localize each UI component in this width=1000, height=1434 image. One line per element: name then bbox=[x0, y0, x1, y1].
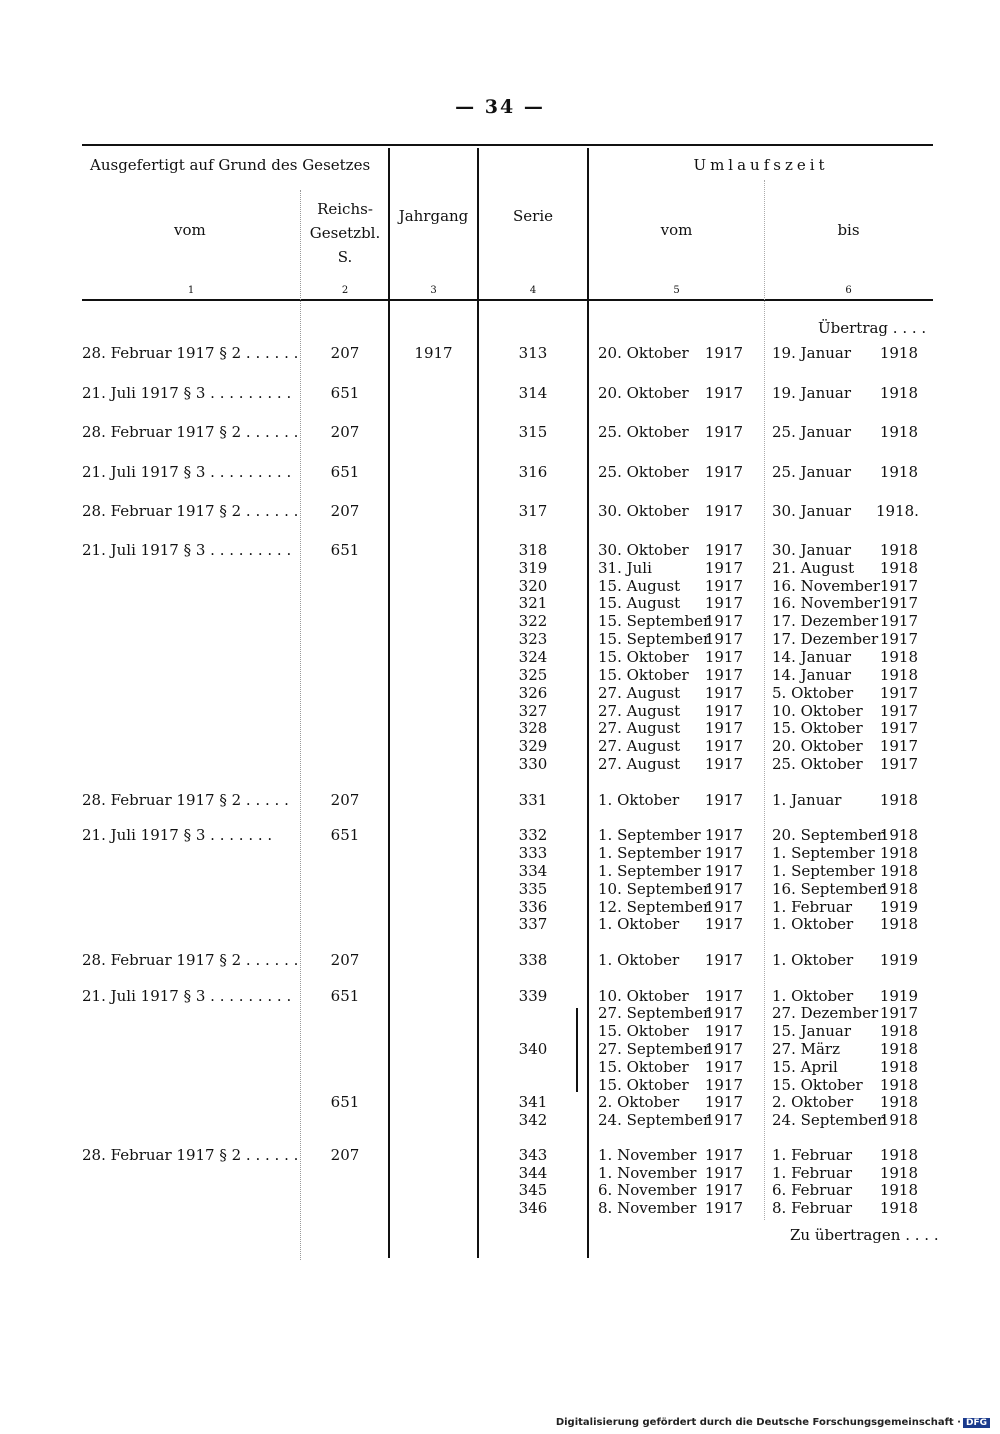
to-date-cell: 24. September bbox=[772, 1111, 885, 1129]
to-year-cell: 1918 bbox=[879, 463, 918, 481]
to-year-cell: 1919 bbox=[879, 987, 918, 1005]
from-date-cell: 15. August bbox=[598, 577, 681, 595]
to-date-cell: 16. September bbox=[772, 880, 885, 898]
serie-cell: 325 bbox=[518, 666, 548, 684]
rgbl-page-cell: 651 bbox=[330, 463, 360, 481]
header-bis: bis bbox=[837, 221, 860, 239]
law-cell: 21. Juli 1917 § 3 . . . . . . . bbox=[82, 826, 273, 844]
from-date-cell: 27. August bbox=[598, 719, 681, 737]
from-year-cell: 1917 bbox=[704, 630, 743, 648]
from-year-cell: 1917 bbox=[704, 612, 743, 630]
to-year-cell: 1919 bbox=[879, 951, 918, 969]
to-date-cell: 16. November bbox=[772, 594, 881, 612]
header-jahrgang: Jahrgang bbox=[398, 207, 469, 225]
from-date-cell: 20. Oktober bbox=[598, 344, 689, 362]
from-date-cell: 2. Oktober bbox=[598, 1093, 680, 1111]
uebertrag-label: Übertrag . . . . bbox=[818, 319, 927, 337]
serie-cell: 333 bbox=[518, 844, 548, 862]
rgbl-page-cell: 207 bbox=[330, 791, 360, 809]
from-year-cell: 1917 bbox=[704, 559, 743, 577]
to-date-cell: 1. Oktober bbox=[772, 951, 854, 969]
to-date-cell: 30. Januar bbox=[772, 502, 852, 520]
serie-cell: 345 bbox=[518, 1181, 548, 1199]
from-date-cell: 1. September bbox=[598, 826, 701, 844]
to-year-cell: 1917 bbox=[879, 612, 918, 630]
serie-cell: 343 bbox=[518, 1146, 548, 1164]
serie-cell: 339 bbox=[518, 987, 548, 1005]
from-year-cell: 1917 bbox=[704, 648, 743, 666]
law-cell: 21. Juli 1917 § 3 . . . . . . . . . bbox=[82, 384, 292, 402]
to-year-cell: 1918 bbox=[879, 791, 918, 809]
to-date-cell: 1. September bbox=[772, 844, 875, 862]
serie-cell: 330 bbox=[518, 755, 548, 773]
serie-cell: 331 bbox=[518, 791, 548, 809]
to-date-cell: 8. Februar bbox=[772, 1199, 853, 1217]
to-year-cell: 1918 bbox=[879, 1022, 918, 1040]
to-date-cell: 1. Oktober bbox=[772, 915, 854, 933]
to-year-cell: 1918 bbox=[879, 1146, 918, 1164]
to-date-cell: 15. Oktober bbox=[772, 719, 863, 737]
to-date-cell: 1. Februar bbox=[772, 1146, 853, 1164]
col-divider-6-dotted bbox=[764, 180, 765, 1220]
from-date-cell: 25. Oktober bbox=[598, 463, 689, 481]
serie-cell: 321 bbox=[518, 594, 548, 612]
from-year-cell: 1917 bbox=[704, 915, 743, 933]
from-year-cell: 1917 bbox=[704, 1146, 743, 1164]
from-date-cell: 27. August bbox=[598, 702, 681, 720]
to-date-cell: 27. Dezember bbox=[772, 1004, 879, 1022]
header-reichs-l1: Reichs- bbox=[317, 200, 373, 218]
dfg-logo: DFG bbox=[963, 1418, 990, 1428]
from-year-cell: 1917 bbox=[704, 1058, 743, 1076]
to-date-cell: 14. Januar bbox=[772, 666, 852, 684]
from-year-cell: 1917 bbox=[704, 844, 743, 862]
from-date-cell: 15. Oktober bbox=[598, 1076, 689, 1094]
from-date-cell: 8. November bbox=[598, 1199, 697, 1217]
to-date-cell: 25. Oktober bbox=[772, 755, 863, 773]
to-date-cell: 2. Oktober bbox=[772, 1093, 854, 1111]
from-year-cell: 1917 bbox=[704, 1076, 743, 1094]
law-cell: 28. Februar 1917 § 2 . . . . . . bbox=[82, 344, 299, 362]
to-year-cell: 1918 bbox=[879, 1111, 918, 1129]
rgbl-page-cell: 207 bbox=[330, 344, 360, 362]
from-year-cell: 1917 bbox=[704, 862, 743, 880]
from-year-cell: 1917 bbox=[704, 1181, 743, 1199]
col-number-2: 2 bbox=[341, 285, 349, 296]
from-year-cell: 1917 bbox=[704, 666, 743, 684]
header-vom2: vom bbox=[660, 221, 693, 239]
serie-cell: 341 bbox=[518, 1093, 548, 1111]
to-year-cell: 1918 bbox=[879, 1093, 918, 1111]
from-date-cell: 27. September bbox=[598, 1004, 711, 1022]
header-gesetz: Ausgefertigt auf Grund des Gesetzes bbox=[90, 156, 371, 174]
header-reichs-l3: S. bbox=[337, 248, 353, 266]
rgbl-page-cell: 651 bbox=[330, 826, 360, 844]
to-year-cell: 1917 bbox=[879, 755, 918, 773]
to-year-cell: 1918 bbox=[879, 880, 918, 898]
to-date-cell: 19. Januar bbox=[772, 384, 852, 402]
to-date-cell: 15. Oktober bbox=[772, 1076, 863, 1094]
to-year-cell: 1918 bbox=[879, 844, 918, 862]
from-date-cell: 15. August bbox=[598, 594, 681, 612]
to-year-cell: 1918 bbox=[879, 1058, 918, 1076]
law-cell: 28. Februar 1917 § 2 . . . . . . bbox=[82, 951, 299, 969]
to-date-cell: 6. Februar bbox=[772, 1181, 853, 1199]
serie-cell: 332 bbox=[518, 826, 548, 844]
from-date-cell: 30. Oktober bbox=[598, 502, 689, 520]
from-year-cell: 1917 bbox=[704, 951, 743, 969]
law-cell: 28. Februar 1917 § 2 . . . . . bbox=[82, 791, 289, 809]
from-date-cell: 30. Oktober bbox=[598, 541, 689, 559]
from-year-cell: 1917 bbox=[704, 1199, 743, 1217]
from-date-cell: 12. September bbox=[598, 898, 711, 916]
from-date-cell: 1. Oktober bbox=[598, 915, 680, 933]
to-date-cell: 1. Februar bbox=[772, 1164, 853, 1182]
serie-cell: 335 bbox=[518, 880, 548, 898]
from-date-cell: 10. Oktober bbox=[598, 987, 689, 1005]
to-year-cell: 1918 bbox=[879, 666, 918, 684]
to-year-cell: 1918 bbox=[879, 915, 918, 933]
to-date-cell: 16. November bbox=[772, 577, 881, 595]
from-year-cell: 1917 bbox=[704, 1004, 743, 1022]
from-year-cell: 1917 bbox=[704, 791, 743, 809]
serie-cell: 344 bbox=[518, 1164, 548, 1182]
serie-cell: 318 bbox=[518, 541, 548, 559]
from-date-cell: 15. September bbox=[598, 630, 711, 648]
to-year-cell: 1918 bbox=[879, 1199, 918, 1217]
serie-cell: 313 bbox=[518, 344, 548, 362]
from-year-cell: 1917 bbox=[704, 541, 743, 559]
from-year-cell: 1917 bbox=[704, 684, 743, 702]
serie-cell: 329 bbox=[518, 737, 548, 755]
to-date-cell: 1. Oktober bbox=[772, 987, 854, 1005]
to-date-cell: 1. September bbox=[772, 862, 875, 880]
to-date-cell: 25. Januar bbox=[772, 463, 852, 481]
col-number-5: 5 bbox=[673, 285, 680, 296]
serie-cell: 315 bbox=[518, 423, 548, 441]
header-reichs-l2: Gesetzbl. bbox=[309, 224, 381, 242]
col-number-6: 6 bbox=[845, 285, 852, 296]
table-header-rule bbox=[82, 299, 933, 301]
serie-cell: 346 bbox=[518, 1199, 548, 1217]
from-year-cell: 1917 bbox=[704, 423, 743, 441]
to-year-cell: 1917 bbox=[879, 737, 918, 755]
table-top-rule bbox=[82, 144, 933, 146]
to-date-cell: 15. April bbox=[772, 1058, 838, 1076]
from-year-cell: 1917 bbox=[704, 737, 743, 755]
from-year-cell: 1917 bbox=[704, 880, 743, 898]
to-year-cell: 1918 bbox=[879, 1076, 918, 1094]
from-date-cell: 25. Oktober bbox=[598, 423, 689, 441]
header-serie: Serie bbox=[513, 207, 553, 225]
serie-cell: 334 bbox=[518, 862, 548, 880]
to-year-cell: 1918 bbox=[879, 648, 918, 666]
law-cell: 21. Juli 1917 § 3 . . . . . . . . . bbox=[82, 541, 292, 559]
to-year-cell: 1918 bbox=[879, 1164, 918, 1182]
serie-cell: 338 bbox=[518, 951, 548, 969]
from-year-cell: 1917 bbox=[704, 702, 743, 720]
col-number-4: 4 bbox=[529, 285, 537, 296]
footer-credit bbox=[556, 1417, 990, 1428]
serie-cell: 324 bbox=[518, 648, 548, 666]
from-year-cell: 1917 bbox=[704, 594, 743, 612]
from-date-cell: 6. November bbox=[598, 1181, 697, 1199]
from-year-cell: 1917 bbox=[704, 1164, 743, 1182]
serie-cell: 340 bbox=[518, 1040, 548, 1058]
to-year-cell: 1918. bbox=[876, 502, 919, 520]
rgbl-page-cell: 207 bbox=[330, 951, 360, 969]
to-year-cell: 1917 bbox=[879, 684, 918, 702]
to-date-cell: 21. August bbox=[772, 559, 855, 577]
from-year-cell: 1917 bbox=[704, 1111, 743, 1129]
to-year-cell: 1918 bbox=[879, 559, 918, 577]
from-date-cell: 1. September bbox=[598, 844, 701, 862]
from-date-cell: 15. Oktober bbox=[598, 1022, 689, 1040]
from-year-cell: 1917 bbox=[704, 1040, 743, 1058]
to-date-cell: 30. Januar bbox=[772, 541, 852, 559]
to-year-cell: 1917 bbox=[879, 1004, 918, 1022]
from-year-cell: 1917 bbox=[704, 987, 743, 1005]
from-date-cell: 31. Juli bbox=[598, 559, 652, 577]
from-date-cell: 1. Oktober bbox=[598, 951, 680, 969]
to-date-cell: 15. Januar bbox=[772, 1022, 852, 1040]
col-number-3: 3 bbox=[430, 285, 437, 296]
from-year-cell: 1917 bbox=[704, 719, 743, 737]
serie-cell: 327 bbox=[518, 702, 548, 720]
from-date-cell: 15. Oktober bbox=[598, 666, 689, 684]
from-date-cell: 10. September bbox=[598, 880, 711, 898]
serie-cell: 317 bbox=[518, 502, 548, 520]
rgbl-page-cell: 651 bbox=[330, 1093, 360, 1111]
from-date-cell: 20. Oktober bbox=[598, 384, 689, 402]
rgbl-page-cell: 651 bbox=[330, 541, 360, 559]
serie-cell: 328 bbox=[518, 719, 548, 737]
from-year-cell: 1917 bbox=[704, 384, 743, 402]
to-date-cell: 25. Januar bbox=[772, 423, 852, 441]
from-date-cell: 15. Oktober bbox=[598, 648, 689, 666]
zu-uebertragen-label: Zu übertragen . . . . bbox=[790, 1226, 939, 1244]
serie-cell: 323 bbox=[518, 630, 548, 648]
to-date-cell: 1. Januar bbox=[772, 791, 842, 809]
to-year-cell: 1918 bbox=[879, 344, 918, 362]
from-date-cell: 24. September bbox=[598, 1111, 711, 1129]
from-year-cell: 1917 bbox=[704, 1093, 743, 1111]
to-year-cell: 1918 bbox=[879, 384, 918, 402]
law-cell: 28. Februar 1917 § 2 . . . . . . bbox=[82, 1146, 299, 1164]
serie-cell: 322 bbox=[518, 612, 548, 630]
to-date-cell: 19. Januar bbox=[772, 344, 852, 362]
from-year-cell: 1917 bbox=[704, 755, 743, 773]
from-date-cell: 27. August bbox=[598, 684, 681, 702]
from-year-cell: 1917 bbox=[704, 502, 743, 520]
to-date-cell: 20. Oktober bbox=[772, 737, 863, 755]
to-year-cell: 1918 bbox=[879, 826, 918, 844]
from-date-cell: 15. September bbox=[598, 612, 711, 630]
to-year-cell: 1918 bbox=[879, 1040, 918, 1058]
from-year-cell: 1917 bbox=[704, 344, 743, 362]
from-date-cell: 1. Oktober bbox=[598, 791, 680, 809]
rgbl-page-cell: 651 bbox=[330, 987, 360, 1005]
rgbl-page-cell: 207 bbox=[330, 502, 360, 520]
header-vom: vom bbox=[174, 221, 206, 239]
from-date-cell: 1. September bbox=[598, 862, 701, 880]
col-divider-1-dotted bbox=[300, 190, 301, 1260]
to-date-cell: 1. Februar bbox=[772, 898, 853, 916]
serie-cell: 336 bbox=[518, 898, 548, 916]
from-date-cell: 27. August bbox=[598, 755, 681, 773]
from-date-cell: 27. September bbox=[598, 1040, 711, 1058]
from-year-cell: 1917 bbox=[704, 826, 743, 844]
to-date-cell: 10. Oktober bbox=[772, 702, 863, 720]
to-year-cell: 1919 bbox=[879, 898, 918, 916]
to-date-cell: 17. Dezember bbox=[772, 612, 879, 630]
to-date-cell: 17. Dezember bbox=[772, 630, 879, 648]
from-date-cell: 1. November bbox=[598, 1164, 697, 1182]
law-cell: 21. Juli 1917 § 3 . . . . . . . . . bbox=[82, 987, 292, 1005]
footer-text: Digitalisierung gefördert durch die Deutsche Forschungsgemeinschaft · bbox=[555, 1417, 961, 1428]
to-year-cell: 1917 bbox=[879, 630, 918, 648]
page-number: — 34 — bbox=[455, 96, 545, 118]
rgbl-page-cell: 207 bbox=[330, 423, 360, 441]
from-year-cell: 1917 bbox=[704, 577, 743, 595]
header-umlaufszeit: Umlaufszeit bbox=[693, 156, 829, 174]
law-cell: 28. Februar 1917 § 2 . . . . . . bbox=[82, 423, 299, 441]
serie-cell: 337 bbox=[518, 915, 548, 933]
to-year-cell: 1918 bbox=[879, 423, 918, 441]
col-divider-3 bbox=[388, 148, 390, 1258]
to-year-cell: 1918 bbox=[879, 862, 918, 880]
law-cell: 28. Februar 1917 § 2 . . . . . . bbox=[82, 502, 299, 520]
to-year-cell: 1918 bbox=[879, 1181, 918, 1199]
from-year-cell: 1917 bbox=[704, 898, 743, 916]
serie-cell: 316 bbox=[518, 463, 548, 481]
from-year-cell: 1917 bbox=[704, 463, 743, 481]
law-cell: 21. Juli 1917 § 3 . . . . . . . . . bbox=[82, 463, 292, 481]
to-date-cell: 27. März bbox=[772, 1040, 840, 1058]
to-year-cell: 1917 bbox=[879, 577, 918, 595]
jahrgang-cell: 1917 bbox=[414, 344, 453, 362]
from-date-cell: 15. Oktober bbox=[598, 1058, 689, 1076]
to-year-cell: 1917 bbox=[879, 594, 918, 612]
to-year-cell: 1917 bbox=[879, 719, 918, 737]
from-date-cell: 1. November bbox=[598, 1146, 697, 1164]
from-year-cell: 1917 bbox=[704, 1022, 743, 1040]
serie-cell: 326 bbox=[518, 684, 548, 702]
serie-cell: 342 bbox=[518, 1111, 548, 1129]
rgbl-page-cell: 207 bbox=[330, 1146, 360, 1164]
rgbl-page-cell: 651 bbox=[330, 384, 360, 402]
serie-cell: 319 bbox=[518, 559, 548, 577]
serie-cell: 314 bbox=[518, 384, 548, 402]
to-year-cell: 1917 bbox=[879, 702, 918, 720]
to-date-cell: 5. Oktober bbox=[772, 684, 854, 702]
from-date-cell: 27. August bbox=[598, 737, 681, 755]
to-date-cell: 20. September bbox=[772, 826, 885, 844]
col-number-1: 1 bbox=[187, 285, 195, 296]
to-year-cell: 1918 bbox=[879, 541, 918, 559]
to-date-cell: 14. Januar bbox=[772, 648, 852, 666]
serie-cell: 320 bbox=[518, 577, 548, 595]
